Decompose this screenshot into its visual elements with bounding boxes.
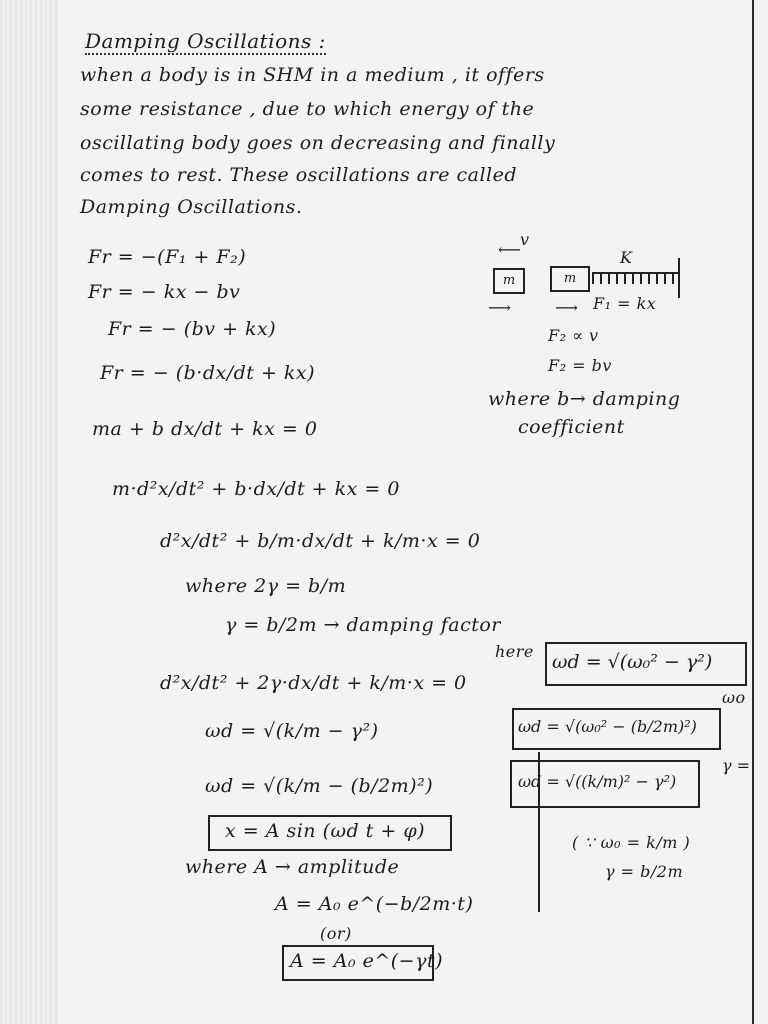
intro-line: oscillating body goes on decreasing and finally xyxy=(80,132,556,154)
page-title: Damping Oscillations : xyxy=(85,29,326,53)
intro-line: comes to rest. These oscillations are called xyxy=(80,164,518,186)
side-note: γ = b/2m xyxy=(605,862,684,881)
edge-text: γ = xyxy=(722,756,751,775)
boxed-equation: x = A sin (ωd t + φ) xyxy=(225,820,426,842)
arrow-right-icon: ⟶ xyxy=(488,298,512,317)
intro-line: Damping Oscillations. xyxy=(80,196,303,218)
velocity-label: v xyxy=(520,230,530,249)
equation: ωd = √(k/m − γ²) xyxy=(205,720,379,742)
arrow-left-icon: ⟵ xyxy=(498,240,522,259)
note: where b→ damping xyxy=(488,388,681,410)
intro-line: some resistance , due to which energy of the xyxy=(80,98,535,120)
equation: ωd = √(k/m − (b/2m)²) xyxy=(205,775,434,797)
mass-block: m xyxy=(493,268,525,294)
force-label: F₂ = bv xyxy=(548,356,612,375)
intro-line: when a body is in SHM in a medium , it offers xyxy=(80,64,545,86)
side-note: ( ∵ ω₀ = k/m ) xyxy=(572,833,691,852)
note: coefficient xyxy=(518,416,625,438)
force-label: F₁ = kx xyxy=(593,294,657,313)
arrow-right-icon: ⟶ xyxy=(555,298,579,317)
boxed-equation: A = A₀ e^(−γt) xyxy=(290,950,443,972)
equation: Fr = − (bv + kx) xyxy=(108,318,277,340)
wall xyxy=(678,258,680,298)
equation: where A → amplitude xyxy=(185,856,400,878)
here-label: here xyxy=(495,642,534,661)
side-equation: ωd = √((k/m)² − γ²) xyxy=(518,772,677,791)
equation: d²x/dt² + 2γ·dx/dt + k/m·x = 0 xyxy=(160,672,467,694)
page-margin xyxy=(0,0,58,1024)
page-edge-line xyxy=(752,0,754,1024)
equation: γ = b/2m → damping factor xyxy=(225,614,501,636)
force-label: F₂ ∝ v xyxy=(548,326,599,345)
equation: ma + b dx/dt + kx = 0 xyxy=(92,418,318,440)
equation: Fr = − kx − bv xyxy=(88,281,241,303)
equation: Fr = −(F₁ + F₂) xyxy=(88,246,247,268)
or-label: (or) xyxy=(320,924,352,943)
spring-constant-label: K xyxy=(620,248,633,267)
equation: m·d²x/dt² + b·dx/dt + kx = 0 xyxy=(112,478,400,500)
equation: Fr = − (b·dx/dt + kx) xyxy=(100,362,316,384)
side-equation: ωd = √(ω₀² − (b/2m)²) xyxy=(518,717,697,736)
edge-text: ωo xyxy=(722,688,746,707)
side-equation: ωd = √(ω₀² − γ²) xyxy=(552,651,713,673)
equation: where 2γ = b/m xyxy=(185,575,347,597)
mass-block: m xyxy=(550,266,590,292)
equation: A = A₀ e^(−b/2m·t) xyxy=(275,893,474,915)
equation: d²x/dt² + b/m·dx/dt + k/m·x = 0 xyxy=(160,530,481,552)
spring-icon xyxy=(592,272,678,284)
